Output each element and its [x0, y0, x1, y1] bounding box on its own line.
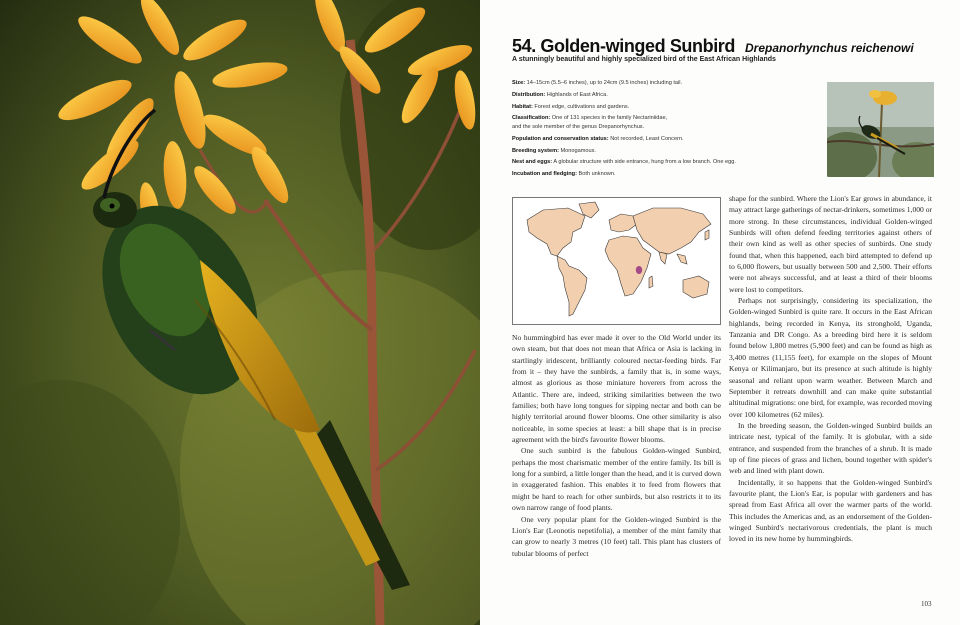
fact-size: Size: 14–15cm (5.5–6 inches), up to 24cm (9.5 inches) including tail.	[512, 80, 683, 86]
range-map	[512, 197, 721, 325]
fact-breeding: Breeding system: Monogamous.	[512, 147, 596, 154]
body-column-left	[512, 332, 721, 559]
fact-habitat: Habitat: Forest edge, cultivations and gardens.	[512, 103, 630, 110]
fact-classification: Classification: One of 131 species in the family Nectariniidae,	[512, 115, 668, 122]
fact-population: Population and conservation status: Not recorded, Least Concern.	[512, 135, 684, 142]
paragraph: Perhaps not surprisingly, considering its specialization, the Golden-winged Sunbird is quite rare. It occurs in the East African highlands, being recorded in Kenya, its stronghold, Uganda, Tanzania and DR Congo. As a breeding bird here it is seldom found below 1,800 metres (5,900 feet) and can be found as high as 3,400 metres (11,155 feet), for example on the slopes of Mount Kenya or Kilimanjaro, but its presence at such altitude is highly seasonal and reliant upon warm weather. Between March and September it retreats downhill and can make quite substantial altitudinal migrations: one bird, for example, was recorded moving over 100 kilometres (62 miles).	[729, 296, 932, 419]
paragraph: No hummingbird has ever made it over to the Old World under its own steam, but that does not mean that Africa or Asia is lacking in startlingly iridescent, brilliantly coloured nectar-feeding birds. Far from it – they have the sunbirds, a family that is, in some ways, almost as glorious as those miniature hoverers from across the Atlantic. There are, indeed, striking similarities between the two families; both have long tongues for sipping nectar and both can be highly territorial around flower blooms. One other similarity is also noticeable, in some species at least: a bill shape that is in precise agreement with the bird's favourite flower blooms.	[512, 333, 721, 445]
range-marker	[636, 266, 642, 274]
paragraph: Incidentally, it so happens that the Golden-winged Sunbird's favourite plant, the Lion's Ear, is popular with gardeners and has spread from East Africa all over the warmer parts of the world. This includes the Americas and, as an endorsement of the Golden-winged Sunbird's nectarivorous credentials, the plant is much loved in its new home by hummingbirds.	[729, 477, 932, 544]
body-column-right	[729, 193, 932, 545]
paragraph: One such sunbird is the fabulous Golden-winged Sunbird, perhaps the most charismatic member of the entire family. Its bill is long for a sunbird, a little longer than the head, and it is curved down in exaggerated fashion. This enables it to feed from flowers that might be hard to reach for other sunbirds, but also restricts it to its own narrow range of food plants.	[512, 446, 721, 513]
paragraph: shape for the sunbird. Where the Lion's Ear grows in abundance, it may attract large gatherings of nectar-drinkers, sometimes 1,000 or more strong. In these circumstances, individual Golden-winged Sunbirds will often defend feeding territories against others of their own kind as well as other species of sunbirds. One study found that, when this happened, each bird attempted to defend up to 6,000 flowers, but usually between 500 and 2,500. Their efforts were not always successful, and at least a third of their blooms were lost to competitors.	[729, 194, 932, 294]
fact-box	[512, 79, 807, 182]
page-number: 103	[921, 600, 932, 608]
species-subtitle: A stunningly beautiful and highly specialized bird of the East African Highlands	[512, 56, 776, 63]
text-page	[480, 0, 960, 625]
fact-distribution: Distribution: Highlands of East Africa.	[512, 91, 608, 98]
title-row	[512, 36, 914, 57]
scientific-name: Drepanorhynchus reichenowi	[745, 41, 914, 55]
fact-nest: Nest and eggs: A globular structure with side entrance, hung from a low branch. One egg.	[512, 159, 736, 166]
paragraph: One very popular plant for the Golden-winged Sunbird is the Lion's Ear (Leonotis nepetifolia), a member of the mint family that can grow to nearly 3 metres (10 feet) tall. This plant has clusters of tubular blooms of perfect	[512, 514, 721, 558]
paragraph: In the breeding season, the Golden-winged Sunbird builds an intricate nest, typical of the family. It is globular, with a side entrance, and suspended from the branches of a shrub. It is made up of fine pieces of grass and lichen, bound together with spider's web and lined with plant down.	[729, 420, 932, 476]
species-title: 54. Golden-winged Sunbird	[512, 36, 736, 56]
fact-incubation: Incubation and fledging: Both unknown.	[512, 171, 616, 178]
thumbnail-photo	[827, 82, 934, 177]
fact-classification-cont: and the sole member of the genus Drepanorhynchus.	[512, 123, 645, 130]
